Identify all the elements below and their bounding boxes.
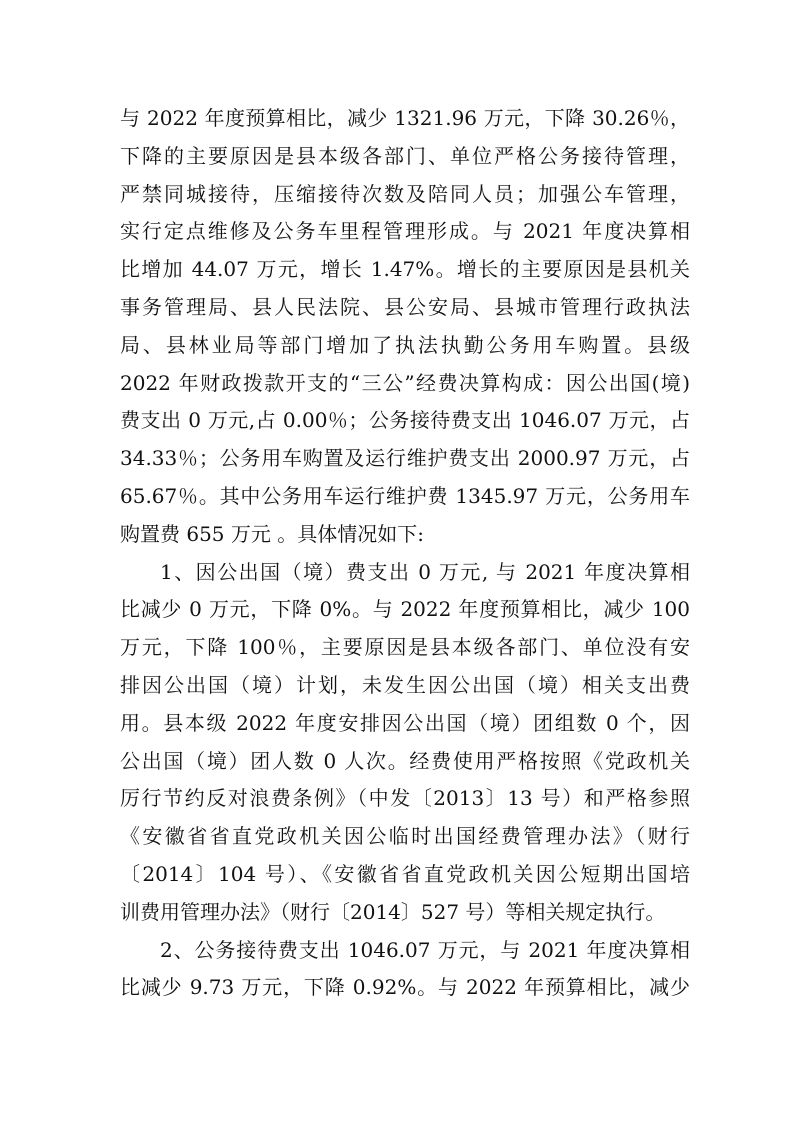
text-line: 《安徽省省直党政机关因公临时出国经费管理办法》（财行	[120, 824, 690, 849]
body-text	[120, 100, 690, 1007]
text-line: 训费用管理办法》（财行〔2014〕527 号）等相关规定执行。	[120, 899, 666, 924]
section-2-heading-line: 2、公务接待费支出 1046.07 万元，与 2021 年度决算相	[160, 937, 690, 962]
text-line: 万元，下降 100％，主要原因是县本级各部门、单位没有安	[120, 635, 690, 660]
text-line: 用。县本级 2022 年度安排因公出国（境）团组数 0 个，因	[120, 710, 690, 735]
text-line: 下降的主要原因是县本级各部门、单位严格公务接待管理，	[120, 143, 690, 168]
text-line: 比减少 0 万元，下降 0%。与 2022 年度预算相比，减少 100	[120, 597, 690, 622]
text-line: 厉行节约反对浪费条例》（中发〔2013〕13 号）和严格参照	[120, 786, 690, 811]
text-line: 购置费 655 万元 。具体情况如下:	[120, 521, 424, 546]
text-line: 〔2014〕104 号）、《安徽省省直党政机关因公短期出国培	[120, 861, 690, 886]
text-line: 实行定点维修及公务车里程管理形成。与 2021 年度决算相	[120, 219, 690, 244]
text-line: 65.67％。其中公务用车运行维护费 1345.97 万元，公务用车	[120, 483, 690, 508]
text-line: 严禁同城接待，压缩接待次数及陪同人员；加强公车管理，	[120, 181, 690, 206]
text-line: 比增加 44.07 万元，增长 1.47%。增长的主要原因是县机关	[120, 257, 690, 282]
text-line: 与 2022 年度预算相比，减少 1321.96 万元，下降 30.26％，	[120, 106, 690, 130]
text-line: 事务管理局、县人民法院、县公安局、县城市管理行政执法	[120, 294, 690, 319]
text-line: 排因公出国（境）计划，未发生因公出国（境）相关支出费	[120, 672, 690, 697]
text-line: 局、县林业局等部门增加了执法执勤公务用车购置。县级	[120, 332, 690, 357]
text-line: 公出国（境）团人数 0 人次。经费使用严格按照《党政机关	[120, 748, 690, 773]
section-1-heading-line: 1、因公出国（境）费支出 0 万元, 与 2021 年度决算相	[160, 559, 690, 584]
text-line: 比减少 9.73 万元，下降 0.92%。与 2022 年预算相比，减少	[120, 975, 690, 1000]
text-line: 费支出 0 万元,占 0.00％；公务接待费支出 1046.07 万元，占	[120, 408, 690, 433]
text-line: 34.33％；公务用车购置及运行维护费支出 2000.97 万元，占	[120, 446, 690, 471]
text-line: 2022 年财政拨款开支的“三公”经费决算构成：因公出国(境)	[120, 370, 690, 395]
